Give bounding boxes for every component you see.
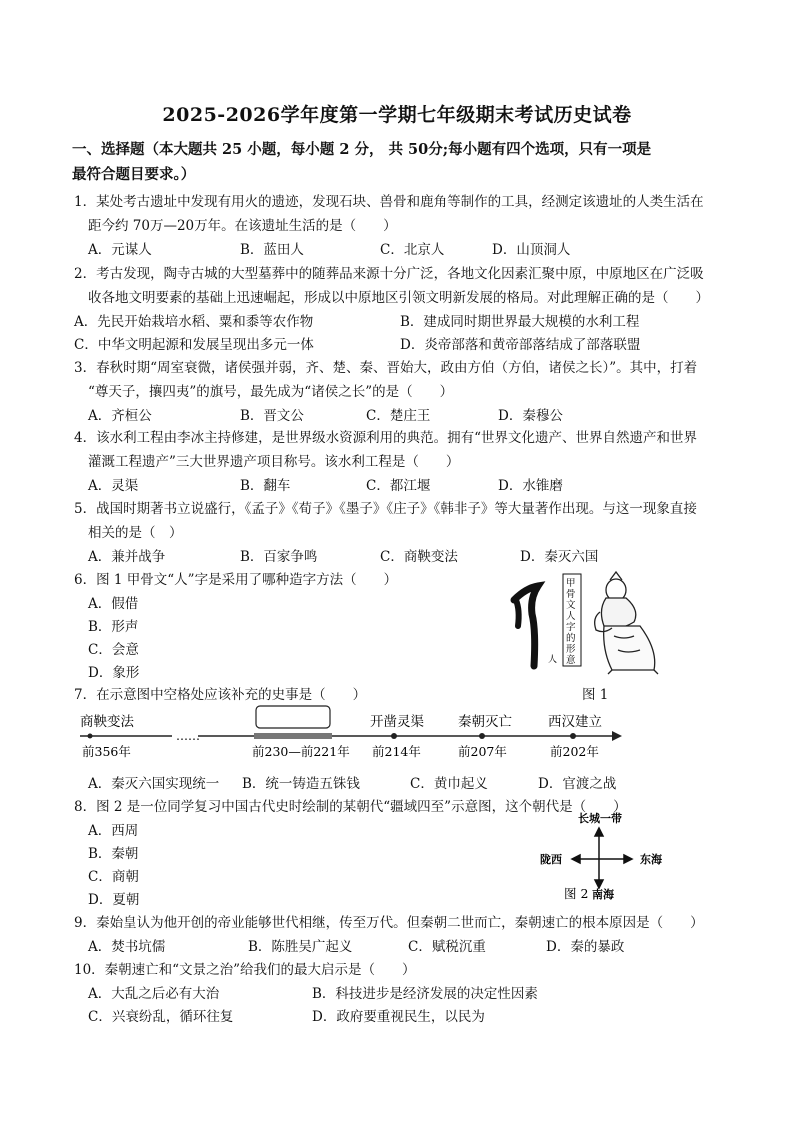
question-1-stem: 1．某处考古遗址中发现有用火的遗迹，发现石块、兽骨和鹿角等制作的工具，经测定该遗址的人类生活在 (74, 194, 704, 210)
question-1-option-d: D．山顶洞人 (492, 242, 571, 258)
question-9-stem: 9．秦始皇认为他开创的帝业能够世代相继，传至万代。但秦朝二世而亡，秦朝速亡的根本原因是（ ） (74, 915, 704, 931)
question-5-option-a: A．兼并战争 (88, 549, 166, 565)
question-10-option-d: D．政府要重视民生，以民为 (312, 1009, 485, 1025)
question-4-option-a: A．灵渠 (88, 478, 139, 494)
question-8-stem: 8．图 2 是一位同学复习中国古代史时绘制的某朝代“疆域四至”示意图，这个朝代是（ ） (74, 799, 627, 815)
section-heading-line2: 最符合题目要求。） (72, 166, 196, 183)
question-10-option-a: A．大乱之后必有大治 (88, 986, 220, 1002)
question-8-option-b: B．秦朝 (88, 846, 139, 862)
figure-1-vertical-char: 形 (566, 644, 576, 655)
timeline-event-lingqu: 开凿灵渠 (370, 714, 424, 730)
figure-2-south-label: 南海 (592, 888, 614, 901)
question-4-stem-cont: 灌溉工程遗产”三大世界遗产项目称号。该水利工程是（ ） (88, 454, 460, 470)
question-10-option-c: C．兴衰纷乱，循环往复 (88, 1009, 234, 1025)
question-6-option-a: A．假借 (88, 596, 139, 612)
question-2-stem-cont: 收各地文明要素的基础上迅速崛起，形成以中原地区引领文明新发展的格局。对此理解正确的是（ ） (88, 290, 709, 306)
question-6-option-d: D．象形 (88, 665, 140, 681)
question-2-option-c: C．中华文明起源和发展呈现出多元一体 (74, 337, 314, 353)
question-1-stem-cont: 距今约 70万—20万年。在该遗址生活的是（ ） (88, 218, 397, 234)
compass-arrows (572, 828, 632, 888)
timeline-date-214: 前214年 (372, 744, 421, 759)
timeline-date-356: 前356年 (82, 744, 131, 759)
timeline-event-shang-yang: 商鞅变法 (80, 714, 134, 730)
question-5-option-c: C．商鞅变法 (380, 549, 458, 565)
figure-1-vertical-char: 意 (566, 655, 576, 666)
question-7-option-b: B．统一铸造五铢钱 (242, 776, 360, 792)
question-8-option-c: C．商朝 (88, 869, 139, 885)
question-1-option-c: C．北京人 (380, 242, 445, 258)
question-5-stem-cont: 相关的是（ ） (88, 525, 183, 541)
timeline-arrow (612, 731, 622, 741)
question-7-timeline (76, 700, 636, 762)
timeline-blank-box (256, 706, 330, 728)
figure-1-caption: 图 1 (582, 687, 609, 703)
figure-1-vertical-char: 文 (566, 600, 576, 611)
question-5-option-d: D．秦灭六国 (520, 549, 599, 565)
figure-1-vertical-label (566, 578, 576, 666)
question-4-option-c: C．都江堰 (366, 478, 431, 494)
question-8-option-d: D．夏朝 (88, 892, 140, 908)
question-3-option-c: C．楚庄王 (366, 408, 431, 424)
figure-2-west-label: 陇西 (540, 853, 562, 866)
question-1-option-a: A．元谋人 (88, 242, 152, 258)
figure-1-small-label: 人 (548, 655, 558, 665)
question-6-stem: 6．图 1 甲骨文“人”字是采用了哪种造字方法（ ） (74, 572, 398, 588)
question-8-option-a: A．西周 (88, 823, 139, 839)
question-4-option-b: B．翻车 (240, 478, 291, 494)
timeline-date-230-221: 前230—前221年 (252, 744, 350, 759)
timeline-event-western-han: 西汉建立 (548, 714, 602, 730)
exam-title: 2025-2026学年度第一学期七年级期末考试历史试卷 (162, 104, 632, 126)
figure-2-territory-diagram (536, 808, 716, 904)
question-9-option-c: C．赋税沉重 (408, 939, 486, 955)
timeline-span-bar (254, 733, 332, 739)
figure-2-caption: 图 2 (564, 886, 589, 901)
question-3-stem-cont: “尊天子，攘四夷”的旗号，最先成为“诸侯之长”的是（ ） (88, 384, 454, 400)
question-9-option-b: B．陈胜吴广起义 (248, 939, 353, 955)
figure-1-vertical-char: 人 (566, 611, 576, 622)
figure-1-vertical-char: 甲 (566, 578, 576, 589)
question-3-option-a: A．齐桓公 (88, 408, 152, 424)
question-9-option-a: A．焚书坑儒 (88, 939, 166, 955)
question-5-stem: 5．战国时期著书立说盛行，《孟子》《荀子》《墨子》《庄子》《韩非子》等大量著作出现。与这一现象直接 (74, 501, 697, 517)
figure-1-oracle-bone-image (508, 570, 684, 678)
figure-1-vertical-char: 的 (566, 633, 576, 644)
question-7-option-c: C．黄巾起义 (410, 776, 488, 792)
question-10-option-b: B．科技进步是经济发展的决定性因素 (312, 986, 538, 1002)
question-2-option-a: A．先民开始栽培水稻、粟和黍等农作物 (74, 314, 314, 330)
question-10-stem: 10．秦朝速亡和“文景之治”给我们的最大启示是（ ） (74, 962, 416, 978)
figure-2-east-label: 东海 (640, 853, 662, 866)
question-4-stem: 4．该水利工程由李冰主持修建，是世界级水资源利用的典范。拥有“世界文化遗产、世界自然遗产和世界 (74, 430, 697, 446)
question-7-stem: 7．在示意图中空格处应该补充的史事是（ ） (74, 687, 367, 703)
question-1-option-b: B．蓝田人 (240, 242, 304, 258)
question-3-option-d: D．秦穆公 (498, 408, 563, 424)
question-3-stem: 3．春秋时期“周室衰微，诸侯强并弱，齐、楚、秦、晋始大，政由方伯（方伯，诸侯之长）”。其中，打着 (74, 360, 698, 376)
figure-2-north-label: 长城一带 (578, 812, 622, 825)
question-2-option-b: B．建成同时期世界最大规模的水利工程 (400, 314, 640, 330)
question-4-option-d: D．水锥磨 (498, 478, 563, 494)
section-heading-line1: 一、选择题（本大题共 25 小题，每小题 2 分， 共 50分;每小题有四个选项，只有一项是 (72, 141, 652, 158)
timeline-date-202: 前202年 (550, 744, 599, 759)
question-7-option-a: A．秦灭六国实现统一 (88, 776, 220, 792)
timeline-date-207: 前207年 (458, 744, 507, 759)
question-3-option-b: B．晋文公 (240, 408, 304, 424)
question-2-stem: 2．考古发现，陶寺古城的大型墓葬中的随葬品来源十分广泛，各地文化因素汇聚中原，中原地区在广泛吸 (74, 266, 704, 282)
timeline-event-qin-fall: 秦朝灭亡 (458, 714, 512, 730)
question-5-option-b: B．百家争鸣 (240, 549, 318, 565)
bowing-figure-illustration (595, 572, 658, 674)
question-6-option-c: C．会意 (88, 642, 139, 658)
question-7-option-d: D．官渡之战 (538, 776, 617, 792)
question-2-option-d: D．炎帝部落和黄帝部落结成了部落联盟 (400, 337, 641, 353)
question-6-option-b: B．形声 (88, 619, 139, 635)
figure-1-vertical-char: 字 (566, 622, 576, 633)
figure-1-vertical-char: 骨 (566, 589, 576, 600)
timeline-ellipsis: …… (176, 729, 200, 743)
question-9-option-d: D．秦的暴政 (546, 939, 625, 955)
